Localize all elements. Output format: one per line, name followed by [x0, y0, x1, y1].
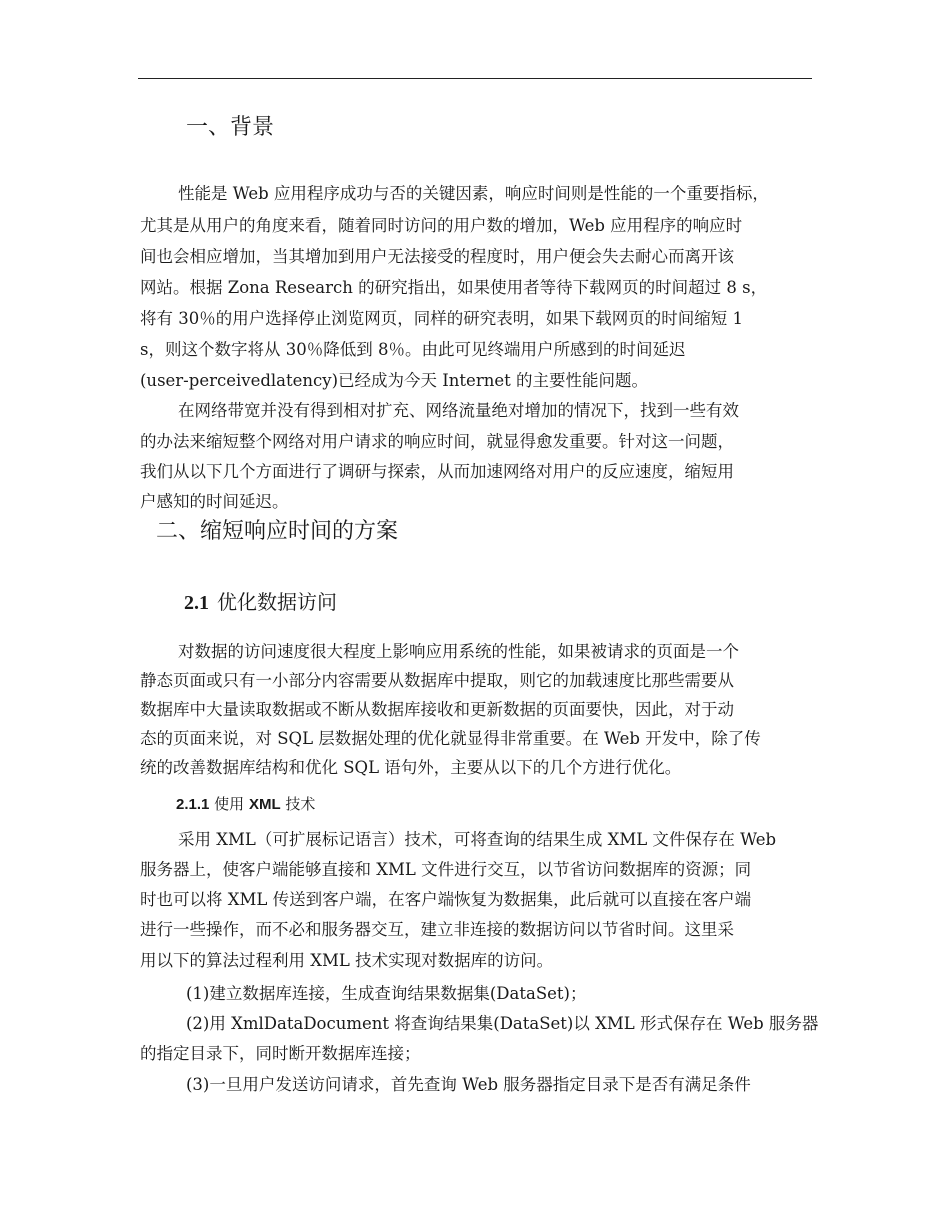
text-line: 将有 30％的用户选择停止浏览网页，同样的研究表明，如果下载网页的时间缩短 1 — [140, 309, 743, 328]
text-line: 间也会相应增加，当其增加到用户无法接受的程度时，用户便会失去耐心而离开该 — [140, 247, 734, 266]
section-heading-solutions: 二、缩短响应时间的方案 — [156, 519, 399, 544]
text-line: 用以下的算法过程利用 XML 技术实现对数据库的访问。 — [140, 951, 554, 970]
text-line: 户感知的时间延迟。 — [140, 492, 289, 511]
text-line: 进行一些操作，而不必和服务器交互，建立非连接的数据访问以节省时间。这里采 — [140, 920, 734, 939]
step-item: (1)建立数据库连接，生成查询结果数据集(DataSet)； — [186, 984, 587, 1003]
text-line: 尤其是从用户的角度来看，随着同时访问的用户数的增加，Web 应用程序的响应时 — [140, 216, 743, 235]
subsubsection-heading-2-1-1 — [176, 793, 315, 814]
text-line: 时也可以将 XML 传送到客户端，在客户端恢复为数据集，此后就可以直接在客户端 — [140, 890, 752, 909]
header-rule — [138, 78, 812, 79]
step-item: (3)一旦用户发送访问请求，首先查询 Web 服务器指定目录下是否有满足条件 — [186, 1075, 751, 1094]
subsection-heading-2-1 — [184, 586, 337, 615]
text-line: 的办法来缩短整个网络对用户请求的响应时间，就显得愈发重要。针对这一问题， — [140, 432, 734, 451]
text-line: 性能是 Web 应用程序成功与否的关键因素，响应时间则是性能的一个重要指标， — [178, 184, 769, 203]
text-line: 我们从以下几个方面进行了调研与探索，从而加速网络对用户的反应速度，缩短用 — [140, 462, 734, 481]
section-heading-background: 一、背景 — [186, 115, 275, 140]
text-line: 网站。根据 Zona Research 的研究指出，如果使用者等待下载网页的时间超过 8 s， — [140, 278, 768, 297]
text-line: 采用 XML（可扩展标记语言）技术，可将查询的结果生成 XML 文件保存在 Web — [178, 830, 777, 849]
subsection-number: 2.1 — [184, 592, 209, 614]
subsubsection-post: 技术 — [280, 795, 316, 813]
text-line: 数据库中大量读取数据或不断从数据库接收和更新数据的页面要快，因此，对于动 — [140, 700, 734, 719]
subsection-title: 优化数据访问 — [217, 590, 337, 614]
text-line: 统的改善数据库结构和优化 SQL 语句外，主要从以下的几个方进行优化。 — [140, 758, 682, 777]
text-line: (user-perceivedlatency)已经成为今天 Internet 的主要性能问题。 — [140, 371, 648, 390]
text-line: 静态页面或只有一小部分内容需要从数据库中提取，则它的加载速度比那些需要从 — [140, 671, 734, 690]
subsubsection-pre: 使用 — [214, 795, 249, 813]
subsubsection-bold: XML — [248, 796, 281, 813]
text-line: 在网络带宽并没有得到相对扩充、网络流量绝对增加的情况下，找到一些有效 — [178, 401, 739, 420]
text-line: 态的页面来说，对 SQL 层数据处理的优化就显得非常重要。在 Web 开发中，除了传 — [140, 729, 761, 748]
text-line: 对数据的访问速度很大程度上影响应用系统的性能，如果被请求的页面是一个 — [178, 642, 739, 661]
text-line: s，则这个数字将从 30％降低到 8％。由此可见终端用户所感到的时间延迟 — [140, 340, 686, 359]
step-item: (2)用 XmlDataDocument 将查询结果集(DataSet)以 XML 形式保存在 Web 服务器 — [186, 1014, 819, 1033]
step-item: 的指定目录下，同时断开数据库连接； — [140, 1044, 421, 1063]
text-line: 服务器上，使客户端能够直接和 XML 文件进行交互，以节省访问数据库的资源；同 — [140, 860, 752, 879]
subsubsection-number: 2.1.1 — [176, 796, 210, 813]
